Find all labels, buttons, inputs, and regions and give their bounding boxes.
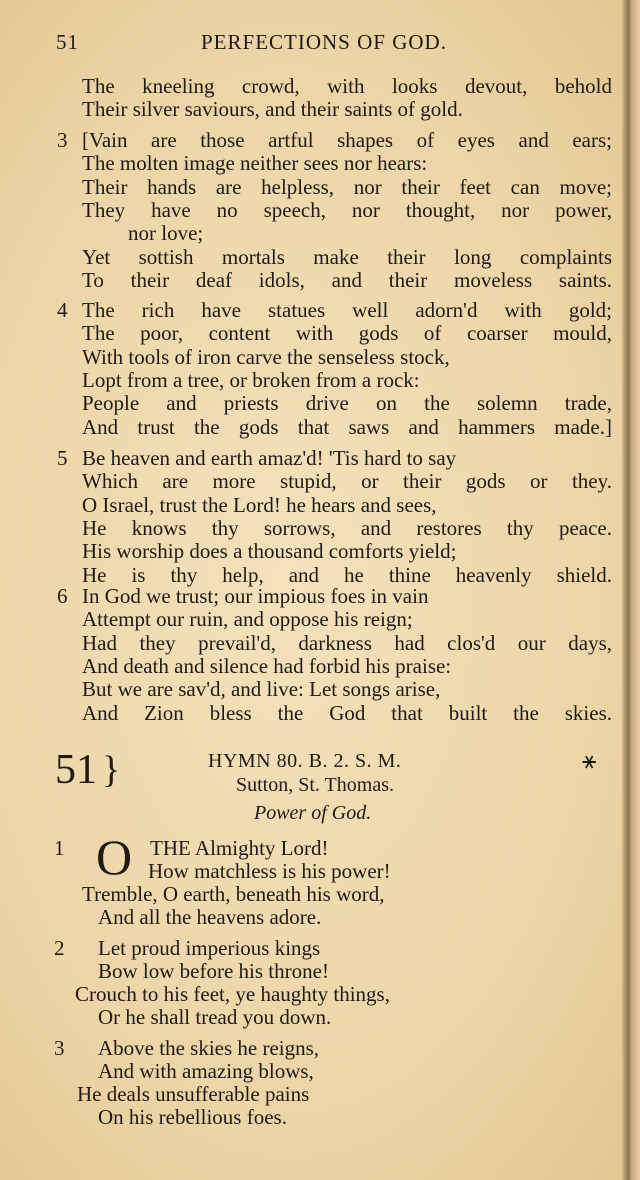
verse-line: How matchless is his power!	[148, 859, 391, 883]
verse-line: Tremble, O earth, beneath his word,	[82, 882, 385, 906]
verse-line: He deals unsufferable pains	[77, 1082, 310, 1106]
verse-line: Attempt our ruin, and oppose his reign;	[82, 607, 413, 632]
verse-line: He knows thy sorrows, and restores thy peace.	[82, 515, 612, 540]
verse-line: THE Almighty Lord!	[150, 836, 329, 860]
drop-cap: O	[96, 829, 133, 885]
verse-line: But we are sav'd, and live: Let songs arise,	[82, 677, 441, 702]
verse-line: And death and silence had forbid his praise:	[82, 653, 452, 678]
verse-line: And with amazing blows,	[98, 1059, 314, 1083]
verse-line: Yet sottish mortals make their long complaints	[82, 244, 612, 269]
verse-line: Their hands are helpless, nor their feet can move;	[82, 174, 612, 199]
stanza-number: 4	[57, 298, 68, 322]
verse-line: To their deaf idols, and their moveless saints.	[82, 267, 612, 292]
stanza-number: 6	[57, 584, 68, 608]
verse-line: On his rebellious foes.	[98, 1105, 287, 1129]
verse-line: Bow low before his throne!	[98, 959, 329, 983]
stanza-number: 5	[57, 446, 68, 470]
verse-line: Be heaven and earth amaz'd! 'Tis hard to say	[82, 446, 457, 470]
verse-line: Let proud imperious kings	[98, 936, 321, 960]
verse-line: Or he shall tread you down.	[98, 1005, 332, 1029]
hymn-tunes: Sutton, St. Thomas.	[236, 774, 394, 796]
hymn-subject: Power of God.	[254, 802, 372, 824]
verse-line: Which are more stupid, or their gods or they.	[82, 469, 612, 494]
book-gutter-edge	[622, 0, 640, 1180]
stanza-number: 1	[54, 836, 65, 860]
verse-line: Above the skies he reigns,	[98, 1036, 320, 1060]
hymn-number: 51	[55, 747, 97, 793]
verse-line: And all the heavens adore.	[98, 905, 322, 929]
verse-line: With tools of iron carve the senseless stock,	[82, 344, 450, 369]
verse-line: His worship does a thousand comforts yield;	[82, 539, 457, 564]
verse-line: nor love;	[128, 221, 204, 246]
hymn-heading: HYMN 80. B. 2. S. M.	[208, 750, 402, 772]
stanza-number: 3	[54, 1036, 65, 1060]
verse-line: The rich have statues well adorn'd with gold;	[82, 298, 612, 322]
verse-line: They have no speech, nor thought, nor power,	[82, 197, 612, 222]
verse-line: And Zion bless the God that built the skies.	[82, 700, 612, 725]
verse-line: [Vain are those artful shapes of eyes and ears;	[82, 128, 612, 152]
verse-line: The poor, content with gods of coarser mould,	[82, 321, 612, 346]
verse-line: The kneeling crowd, with looks devout, behold	[82, 74, 612, 98]
stanza-number: 2	[54, 936, 65, 960]
verse-line: He is thy help, and he thine heavenly shield.	[82, 562, 612, 587]
verse-line: Lopt from a tree, or broken from a rock:	[82, 367, 420, 392]
brace-icon: }	[102, 749, 121, 791]
page-number: 51	[56, 30, 79, 54]
verse-line: The molten image neither sees nor hears:	[82, 151, 428, 176]
verse-line: O Israel, trust the Lord! he hears and sees,	[82, 492, 437, 517]
verse-line: And trust the gods that saws and hammers made.]	[82, 414, 612, 439]
verse-line: In God we trust; our impious foes in vain	[82, 584, 429, 608]
verse-line: Their silver saviours, and their saints of gold.	[82, 97, 463, 122]
verse-line: Had they prevail'd, darkness had clos'd our days,	[82, 630, 612, 655]
page-title: PERFECTIONS OF GOD.	[201, 30, 447, 54]
ornament-icon: ⚹	[582, 748, 597, 774]
verse-line: People and priests drive on the solemn trade,	[82, 391, 612, 416]
verse-line: Crouch to his feet, ye haughty things,	[75, 982, 390, 1006]
stanza-number: 3	[57, 128, 68, 152]
